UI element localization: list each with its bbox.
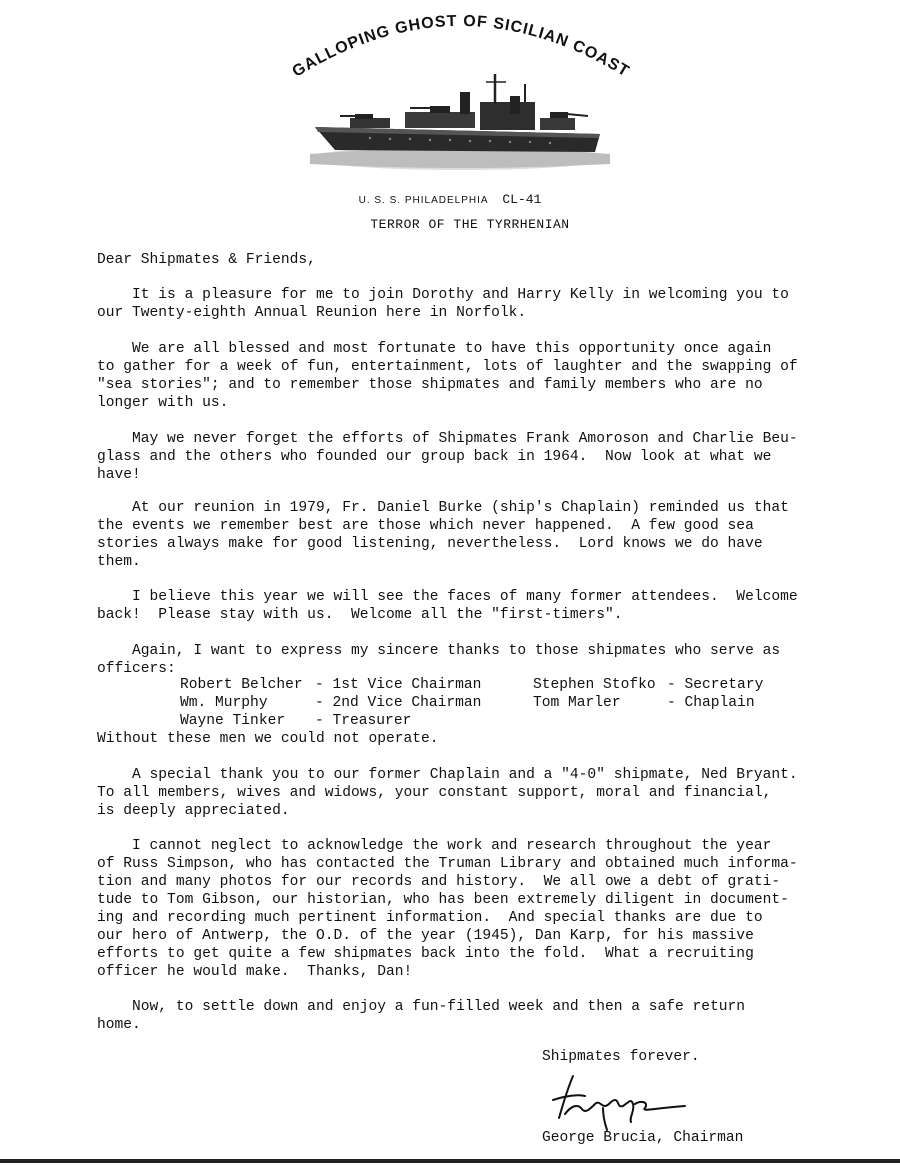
- paragraph-closing: Now, to settle down and enjoy a fun-filled week and then a safe return home.: [97, 999, 746, 1033]
- officer-row: Robert Belcher - 1st Vice Chairman Stephen Stofko - Secretary: [180, 677, 764, 693]
- handwritten-signature: [545, 1070, 705, 1132]
- paragraph-chaplain-1979: At our reunion in 1979, Fr. Daniel Burke (ship's Chaplain) reminded us that the events we remember best are those which never happened. A few good sea stories always make for good listening, nevertheless. Lord knows we do have them.: [97, 500, 789, 570]
- paragraph-special-thanks: A special thank you to our former Chaplain and a "4-0" shipmate, Ned Bryant. To all members, wives and widows, your constant support, moral and financial, is deeply appreciated.: [97, 767, 798, 819]
- ship-motto: TERROR OF THE TYRRHENIAN: [370, 217, 570, 232]
- officers-list: [180, 676, 763, 730]
- paragraph-blessed: We are all blessed and most fortunate to have this opportunity once again to gather for a week of fun, entertainment, lots of laughter and the swapping of "sea stories"; and to remember those shipmates and family members who are no longer with us.: [97, 341, 798, 411]
- ship-illustration: [310, 72, 610, 172]
- paragraph-founders: May we never forget the efforts of Shipmates Frank Amoroson and Charlie Beu- glass and the others who founded our group back in 1964. Now look at what we have!: [97, 431, 798, 483]
- paragraph-welcome: It is a pleasure for me to join Dorothy and Harry Kelly in welcoming you to our Twenty-eighth Annual Reunion here in Norfolk.: [97, 287, 789, 321]
- ship-name: U. S. S. PHILADELPHIA: [358, 195, 489, 206]
- officers-closing: Without these men we could not operate.: [97, 731, 439, 747]
- hull-number: CL-41: [502, 192, 542, 207]
- salutation: Dear Shipmates & Friends,: [97, 252, 316, 268]
- officer-row: Wayne Tinker - Treasurer: [180, 713, 412, 729]
- ship-caption: [0, 192, 900, 207]
- signer-name: George Brucia, Chairman: [542, 1130, 744, 1146]
- paragraph-officers-intro: Again, I want to express my sincere thanks to those shipmates who serve as officers:: [97, 643, 781, 677]
- page-bottom-border: [0, 1159, 900, 1163]
- signoff: Shipmates forever.: [542, 1049, 700, 1065]
- svg-text:GALLOPING GHOST OF SICILIAN CO: GALLOPING GHOST OF SICILIAN COAST: [289, 12, 633, 81]
- paragraph-attendees: I believe this year we will see the faces of many former attendees. Welcome back! Please stay with us. Welcome all the "first-timers".: [97, 589, 798, 623]
- officer-row: Wm. Murphy - 2nd Vice Chairman Tom Marler - Chaplain: [180, 695, 755, 711]
- paragraph-acknowledgements: I cannot neglect to acknowledge the work and research throughout the year of Russ Simpson, who has contacted the Truman Library and obtained much informa- tion and many photos for our records and history. We all owe a debt of grati- tude to Tom Gibson, our historian, who has been extremely diligent in document- ing and recording much pertinent information. And special thanks are due to our hero of Antwerp, the O.D. of the year (1945), Dan Karp, for his massive efforts to get quite a few shipmates back into the fold. What a recruiting officer he would make. Thanks, Dan!: [97, 838, 798, 980]
